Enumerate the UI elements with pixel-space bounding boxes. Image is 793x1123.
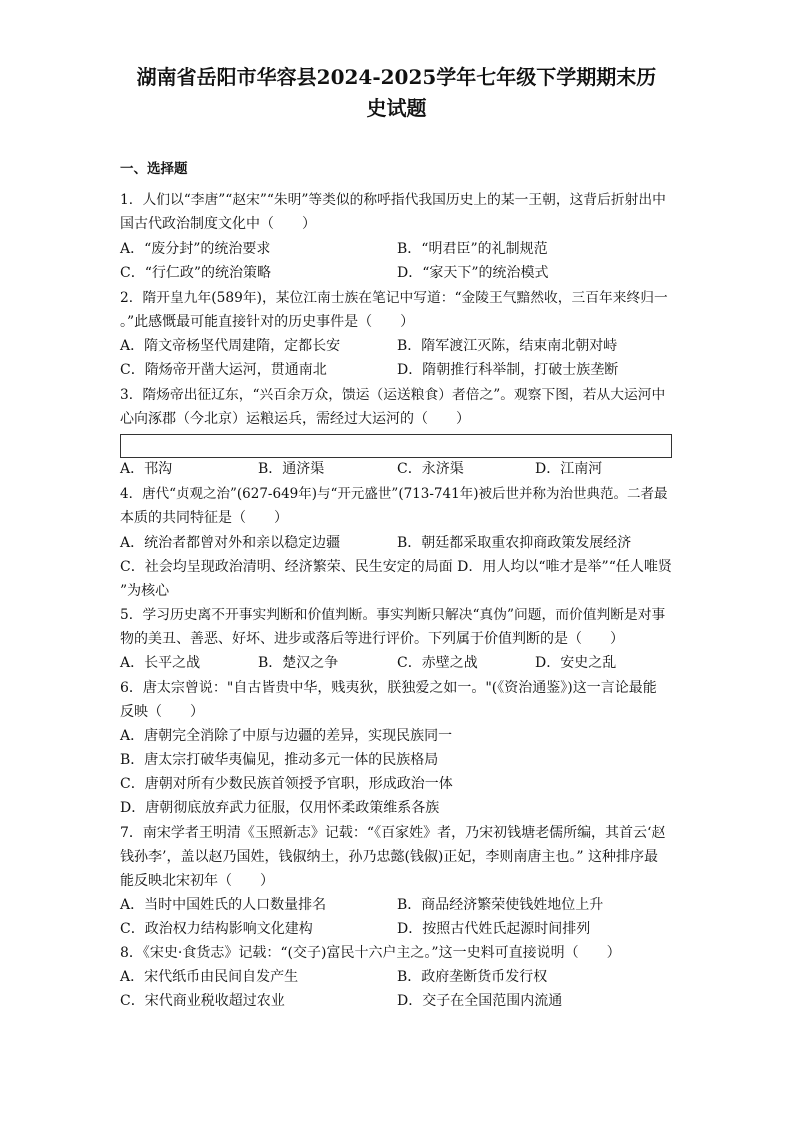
q7-stem-line2: 钱孙李’，盖以赵乃国姓，钱俶纳土，孙乃忠懿(钱俶)正妃，李则南唐主也。” 这种排序最 [120,849,658,865]
q6-option-a[interactable]: A．唐朝完全消除了中原与边疆的差异，实现民族同一 [120,728,453,744]
exam-title-line2: 史试题 [366,96,427,120]
q1-option-d[interactable]: D．“家天下”的统治模式 [397,265,549,281]
q1-stem-line1: 1．人们以“李唐”“赵宋”“朱明”等类似的称呼指代我国历史上的某一王朝，这背后折射出中 [120,192,666,208]
q6-option-c[interactable]: C．唐朝对所有少数民族首领授予官职，形成政治一体 [120,776,453,792]
q5-option-c[interactable]: C．赤壁之战 [397,655,478,671]
q8-stem-line1: 8．《宋史·食货志》记载：“(交子)富民十六户主之。”这一史料可直接说明（ ） [120,945,621,961]
q5-stem-line2: 物的美丑、善恶、好坏、进步或落后等进行评价。下列属于价值判断的是（ ） [120,631,624,647]
q2-option-d[interactable]: D．隋朝推行科举制，打破士族垄断 [397,362,619,378]
q7-option-d[interactable]: D．按照古代姓氏起源时间排列 [397,921,591,937]
q7-option-b[interactable]: B．商品经济繁荣使钱姓地位上升 [397,897,604,913]
q5-option-a[interactable]: A．长平之战 [120,655,201,671]
q4-stem-line1: 4．唐代“贞观之治”(627-649年)与“开元盛世”(713-741年)被后世并称为治世典范。二者最 [120,486,668,502]
q8-option-d[interactable]: D．交子在全国范围内流通 [397,993,563,1009]
q7-stem-line3: 能反映北宋初年（ ） [120,873,274,889]
q7-option-a[interactable]: A．当时中国姓氏的人口数量排名 [120,897,327,913]
q2-stem-line2: 。”此感慨最可能直接针对的历史事件是（ ） [120,314,415,330]
canal-map-image [120,434,672,458]
q1-option-c[interactable]: C．“行仁政”的统治策略 [120,265,272,281]
q3-option-b[interactable]: B．通济渠 [258,461,325,477]
q3-option-d[interactable]: D．江南河 [535,461,603,477]
q4-option-a[interactable]: A．统治者都曾对外和亲以稳定边疆 [120,535,341,551]
q7-stem-line1: 7．南宋学者王明清《玉照新志》记载：“《百家姓》者，乃宋初钱塘老儒所编，其首云‘赵 [120,825,666,841]
q5-option-b[interactable]: B．楚汉之争 [258,655,339,671]
q3-stem-line1: 3．隋炀帝出征辽东，“兴百余万众，馈运（运送粮食）者倍之”。观察下图，若从大运河中 [120,387,666,403]
q3-stem-line2: 心向涿郡（今北京）运粮运兵，需经过大运河的（ ） [120,411,470,427]
q2-option-a[interactable]: A．隋文帝杨坚代周建隋，定都长安 [120,338,341,354]
q4-stem-line2: 本质的共同特征是（ ） [120,510,288,526]
q2-option-c[interactable]: C．隋炀帝开凿大运河，贯通南北 [120,362,327,378]
exam-title [100,62,693,124]
q2-stem-line1: 2．隋开皇九年(589年)，某位江南士族在笔记中写道：“金陵王气黯然收，三百年来终归一 [120,290,668,306]
q6-option-b[interactable]: B．唐太宗打破华夷偏见，推动多元一体的民族格局 [120,752,439,768]
q6-option-d[interactable]: D．唐朝彻底放弃武力征服，仅用怀柔政策维系各族 [120,800,440,816]
q2-option-b[interactable]: B．隋军渡江灭陈，结束南北朝对峙 [397,338,618,354]
q8-option-c[interactable]: C．宋代商业税收超过农业 [120,993,285,1009]
q3-option-c[interactable]: C．永济渠 [397,461,464,477]
q4-option-c-d[interactable]: C．社会均呈现政治清明、经济繁荣、民生安定的局面 D．用人均以“唯才是举”“任人唯贤 [120,559,672,575]
section-heading: 一、选择题 [120,161,188,177]
q3-option-a[interactable]: A．邗沟 [120,461,173,477]
q8-option-b[interactable]: B．政府垄断货币发行权 [397,969,548,985]
q6-stem-line2: 反映（ ） [120,704,204,720]
q4-option-d-continued: ”为核心 [120,583,170,599]
q1-option-a[interactable]: A．“废分封”的统治要求 [120,241,271,257]
q1-option-b[interactable]: B．“明君臣”的礼制规范 [397,241,548,257]
q5-stem-line1: 5．学习历史离不开事实判断和价值判断。事实判断只解决“真伪”问题，而价值判断是对事 [120,607,666,623]
q7-option-c[interactable]: C．政治权力结构影响文化建构 [120,921,313,937]
q5-option-d[interactable]: D．安史之乱 [535,655,617,671]
q1-stem-line2: 国古代政治制度文化中（ ） [120,216,316,232]
exam-title-line1: 湖南省岳阳市华容县2024-2025学年七年级下学期期末历 [136,65,657,89]
q8-option-a[interactable]: A．宋代纸币由民间自发产生 [120,969,299,985]
q4-option-b[interactable]: B．朝廷都采取重农抑商政策发展经济 [397,535,632,551]
q6-stem-line1: 6．唐太宗曾说："自古皆贵中华，贱夷狄，朕独爱之如一。"(《资治通鉴》)这一言论最能 [120,680,657,696]
